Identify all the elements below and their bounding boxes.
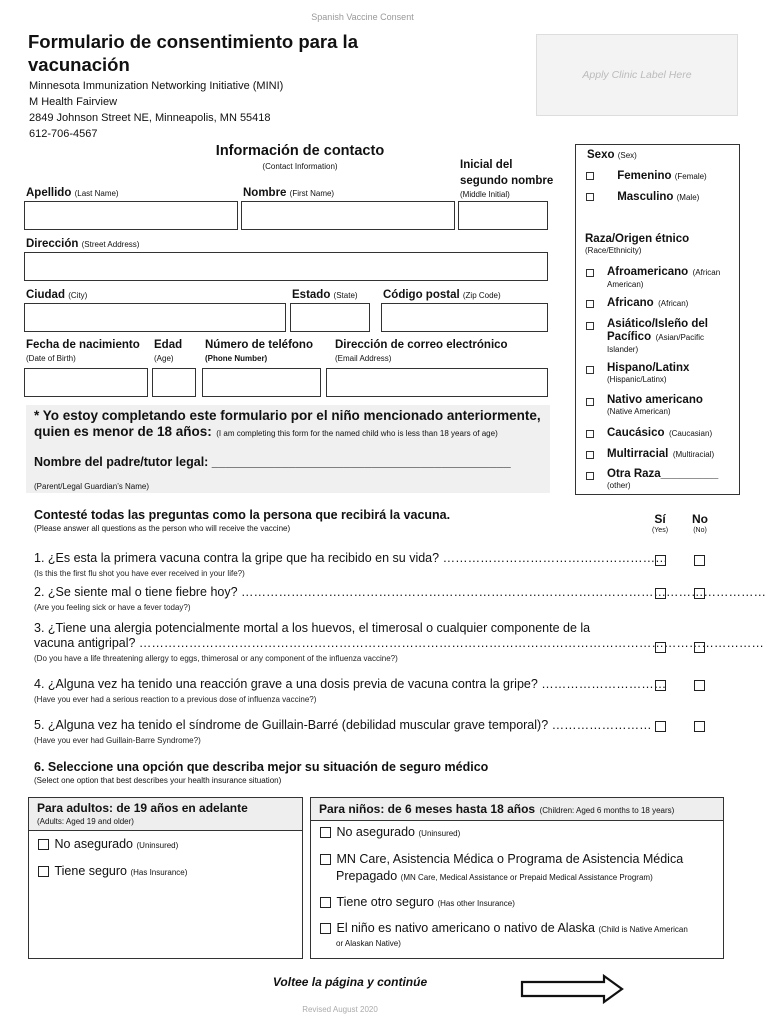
kid-other-insurance-label: Tiene otro seguro xyxy=(336,895,434,909)
question-4-text: 4. ¿Alguna vez ha tenido una reacción grave a una dosis previa de vacuna contra la gripe? ………………………… xyxy=(34,677,667,691)
question-3-yes-checkbox[interactable] xyxy=(655,642,666,653)
adult-insured-label-en: (Has Insurance) xyxy=(130,868,188,877)
kid-uninsured-label: No asegurado xyxy=(336,825,416,839)
right-arrow-icon xyxy=(520,974,624,1009)
race-option-3-label: Asiático/Isleño del xyxy=(607,318,708,330)
first-name-label-es: Nombre xyxy=(243,187,287,199)
revised-date: Revised August 2020 xyxy=(302,1005,378,1014)
no-column-header xyxy=(686,514,714,536)
sex-male-label-en: (Male) xyxy=(676,193,700,202)
kids-insurance-header xyxy=(310,797,724,821)
address-label-es: Dirección xyxy=(26,238,79,250)
kid-other-insurance-checkbox[interactable] xyxy=(320,897,331,908)
questions-heading-en: (Please answer all questions as the person who will receive the vaccine) xyxy=(34,524,291,533)
race-label-en: (Race/Ethnicity) xyxy=(585,246,642,255)
middle-initial-label-2: segundo nombre xyxy=(460,175,554,187)
org-info xyxy=(29,78,283,142)
question-2 xyxy=(34,585,767,615)
race-option-2-label: Africano xyxy=(607,297,654,309)
adult-uninsured-checkbox[interactable] xyxy=(38,839,49,850)
race-option-2-checkbox[interactable] xyxy=(586,300,594,308)
race-option-5-label: Nativo americano xyxy=(607,394,703,406)
race-label-es: Raza/Origen étnico xyxy=(585,233,690,245)
adults-insurance-title: Para adultos: de 19 años en adelante xyxy=(37,801,248,815)
question-4-yes-checkbox[interactable] xyxy=(655,680,666,691)
last-name-label-en: (Last Name) xyxy=(74,189,119,198)
race-option-3-label-en-2: Islander) xyxy=(607,345,639,354)
form-title xyxy=(28,30,528,76)
age-field[interactable] xyxy=(152,368,196,397)
state-label-es: Estado xyxy=(292,289,331,301)
middle-initial-label xyxy=(460,157,553,200)
city-field[interactable] xyxy=(24,303,286,332)
sex-female-label: Femenino xyxy=(617,170,672,182)
city-label-en: (City) xyxy=(68,291,88,300)
question-3-no-checkbox[interactable] xyxy=(694,642,705,653)
city-label xyxy=(26,289,87,301)
org-name: Minnesota Immunization Networking Initiative (MINI) xyxy=(29,80,284,92)
dob-field[interactable] xyxy=(24,368,148,397)
kid-uninsured-label-en: (Uninsured) xyxy=(418,829,461,838)
contact-heading-title: Información de contacto xyxy=(215,143,385,159)
race-option-8-checkbox[interactable] xyxy=(586,472,594,480)
adult-uninsured-label: No asegurado xyxy=(54,837,134,851)
question-2-text-en: (Are you feeling sick or have a fever today?) xyxy=(34,603,191,612)
race-option-2-label-en: (African) xyxy=(658,299,689,308)
dob-label xyxy=(26,338,140,366)
state-field[interactable] xyxy=(290,303,370,332)
race-option-3[interactable] xyxy=(586,318,736,356)
middle-initial-label-en: (Middle Initial) xyxy=(460,190,510,199)
no-header-es: No xyxy=(692,512,708,526)
insurance-heading-en: (Select one option that best describes your health insurance situation) xyxy=(34,776,282,785)
state-label-en: (State) xyxy=(333,291,358,300)
guardian-statement-en: (I am completing this form for the named child who is less than 18 years of age) xyxy=(216,429,498,438)
question-3-text: 3. ¿Tiene una alergia potencialmente mortal a los huevos, el timerosal o cualquier componente de la xyxy=(34,621,591,635)
address-label-en: (Street Address) xyxy=(81,240,140,249)
race-option-6-label-en: (Caucasian) xyxy=(668,429,713,438)
race-option-5[interactable] xyxy=(586,394,736,418)
question-5-text-en: (Have you ever had Guillain-Barre Syndrome?) xyxy=(34,736,201,745)
race-option-5-label-en: (Native American) xyxy=(607,407,671,416)
question-1-text: 1. ¿Es esta la primera vacuna contra la gripe que ha recibido en su vida? ……………………………………………… xyxy=(34,551,668,565)
middle-initial-field[interactable] xyxy=(458,201,548,230)
contact-heading xyxy=(160,143,440,171)
guardian-name-label[interactable]: Nombre del padre/tutor legal: ___________________________________________ xyxy=(34,455,511,469)
kid-option-mncare[interactable] xyxy=(320,851,720,886)
first-name-label xyxy=(243,187,334,199)
race-option-4-checkbox[interactable] xyxy=(586,366,594,374)
form-top-label: Spanish Vaccine Consent xyxy=(311,12,414,22)
email-label-es: Dirección de correo electrónico xyxy=(335,339,508,351)
question-5-text: 5. ¿Alguna vez ha tenido el síndrome de Guillain-Barré (debilidad muscular grave temporal)? …………………… xyxy=(34,718,652,732)
form-title-line1: Formulario de consentimiento para la xyxy=(28,31,358,52)
kid-option-other-insurance[interactable] xyxy=(320,895,515,909)
sex-female-option[interactable] xyxy=(586,170,707,182)
race-option-7-label: Multirracial xyxy=(607,448,669,460)
kid-native-label: El niño es nativo americano o nativo de Alaska xyxy=(336,921,595,935)
age-label-en: (Age) xyxy=(154,354,174,363)
kid-option-uninsured[interactable] xyxy=(320,825,460,839)
race-option-1-checkbox[interactable] xyxy=(586,269,594,277)
question-2-yes-checkbox[interactable] xyxy=(655,588,666,599)
question-4 xyxy=(34,677,667,707)
questions-heading xyxy=(34,508,450,536)
guardian-statement-line2: quien es menor de 18 años: xyxy=(34,424,212,439)
zip-label-es: Código postal xyxy=(383,289,460,301)
contact-heading-en: (Contact Information) xyxy=(262,162,338,171)
insurance-heading-es: 6. Seleccione una opción que describa mejor su situación de seguro médico xyxy=(34,760,489,774)
race-option-1[interactable] xyxy=(586,265,736,291)
question-3-text-2: vacuna antigripal? …………………………………………………………………………………………………………………………………… xyxy=(34,636,764,650)
address-label xyxy=(26,238,139,250)
question-2-no-checkbox[interactable] xyxy=(694,588,705,599)
race-option-3-label-en: (Asian/Pacific xyxy=(655,333,705,342)
guardian-statement-line1: * Yo estoy completando este formulario por el niño mencionado anteriormente, xyxy=(34,408,541,423)
question-3 xyxy=(34,621,764,666)
race-option-7[interactable] xyxy=(586,447,736,461)
race-option-3-checkbox[interactable] xyxy=(586,322,594,330)
adult-option-uninsured[interactable] xyxy=(38,837,178,851)
first-name-label-en: (First Name) xyxy=(289,189,335,198)
sex-label xyxy=(587,149,637,161)
org-phone: 612-706-4567 xyxy=(29,128,98,140)
sex-male-checkbox[interactable] xyxy=(586,193,594,201)
sex-male-option[interactable] xyxy=(586,191,699,203)
phone-label-es: Número de teléfono xyxy=(205,339,313,351)
question-1-text-en: (Is this the first flu shot you have ever received in your life?) xyxy=(34,569,245,578)
phone-label xyxy=(205,338,313,366)
guardian-name-label-en: (Parent/Legal Guardian’s Name) xyxy=(34,482,150,491)
sex-female-label-en: (Female) xyxy=(674,172,707,181)
race-option-6-checkbox[interactable] xyxy=(586,430,594,438)
email-label xyxy=(335,338,508,366)
clinic-label-text: Apply Clinic Label Here xyxy=(582,69,692,81)
race-option-7-label-en: (Multiracial) xyxy=(672,450,715,459)
race-option-7-checkbox[interactable] xyxy=(586,451,594,459)
race-option-4-label: Hispano/Latinx xyxy=(607,362,690,374)
sex-male-label: Masculino xyxy=(617,191,674,203)
kid-other-insurance-label-en: (Has other Insurance) xyxy=(437,899,515,908)
sex-female-checkbox[interactable] xyxy=(586,172,594,180)
adults-insurance-header xyxy=(28,797,303,831)
turn-page-text: Voltee la página y continúe xyxy=(272,975,428,989)
dob-label-en: (Date of Birth) xyxy=(26,354,76,363)
kid-native-label-en-2: or Alaskan Native) xyxy=(336,939,401,948)
race-option-6[interactable] xyxy=(586,426,736,440)
state-label xyxy=(292,289,358,301)
no-header-en: (No) xyxy=(693,527,707,534)
question-2-text: 2. ¿Se siente mal o tiene fiebre hoy? ……………………………………………………………………………………………………………… xyxy=(34,585,767,599)
race-option-4-label-en: (Hispanic/Latinx) xyxy=(607,375,667,384)
org-address: 2849 Johnson Street NE, Minneapolis, MN 55418 xyxy=(29,112,271,124)
race-label xyxy=(585,233,689,257)
question-4-text-en: (Have you ever had a serious reaction to a previous dose of influenza vaccine?) xyxy=(34,695,317,704)
race-option-8-label-en: (other) xyxy=(607,481,631,490)
question-1-no-checkbox[interactable] xyxy=(694,555,705,566)
question-3-text-en: (Do you have a life threatening allergy to eggs, thimerosal or any component of the influenza vaccine?) xyxy=(34,654,398,663)
last-name-label-es: Apellido xyxy=(26,187,72,199)
race-option-1-label-en-2: American) xyxy=(607,280,644,289)
phone-label-en: (Phone Number) xyxy=(205,354,268,363)
sex-label-es: Sexo xyxy=(587,149,615,161)
email-label-en: (Email Address) xyxy=(335,354,392,363)
kid-mncare-label-en: (MN Care, Medical Assistance or Prepaid Medical Assistance Program) xyxy=(400,873,653,882)
race-option-3-label-b: Pacífico xyxy=(607,331,652,343)
zip-label xyxy=(383,289,501,301)
question-4-no-checkbox[interactable] xyxy=(694,680,705,691)
last-name-field[interactable] xyxy=(24,201,238,230)
question-5 xyxy=(34,718,652,748)
question-1 xyxy=(34,551,668,581)
race-option-1-label: Afroamericano xyxy=(607,266,689,278)
race-option-1-label-en: (African xyxy=(692,268,721,277)
guardian-statement xyxy=(34,408,554,442)
zip-label-en: (Zip Code) xyxy=(462,291,501,300)
insurance-heading xyxy=(34,760,488,788)
age-label xyxy=(154,338,182,366)
age-label-es: Edad xyxy=(154,339,183,351)
sex-label-en: (Sex) xyxy=(617,151,637,160)
question-5-yes-checkbox[interactable] xyxy=(655,721,666,732)
phone-field[interactable] xyxy=(202,368,321,397)
last-name-label xyxy=(26,187,119,199)
adult-insured-checkbox[interactable] xyxy=(38,866,49,877)
question-1-yes-checkbox[interactable] xyxy=(655,555,666,566)
adult-insured-label: Tiene seguro xyxy=(54,864,127,878)
adult-uninsured-label-en: (Uninsured) xyxy=(136,841,179,850)
race-option-5-checkbox[interactable] xyxy=(586,398,594,406)
kid-mncare-label: MN Care, Asistencia Médica o Programa de Asistencia Médica xyxy=(336,852,684,866)
race-option-8-label: Otra Raza_________ xyxy=(607,468,719,480)
kid-native-label-en: (Child is Native American xyxy=(598,925,688,934)
question-5-no-checkbox[interactable] xyxy=(694,721,705,732)
kid-option-native[interactable] xyxy=(320,921,720,951)
email-field[interactable] xyxy=(326,368,548,397)
clinic-label-box xyxy=(536,34,738,116)
first-name-field[interactable] xyxy=(241,201,455,230)
org-name-2: M Health Fairview xyxy=(29,96,118,108)
kid-mncare-label-b: Prepagado xyxy=(336,869,398,883)
race-option-2[interactable] xyxy=(586,296,736,310)
adults-insurance-title-en: (Adults: Aged 19 and older) xyxy=(37,817,134,826)
middle-initial-label-1: Inicial del xyxy=(460,159,513,171)
city-label-es: Ciudad xyxy=(26,289,65,301)
race-option-4[interactable] xyxy=(586,362,736,386)
kids-insurance-title-en: (Children: Aged 6 months to 18 years) xyxy=(539,806,675,815)
race-option-6-label: Caucásico xyxy=(607,427,665,439)
kid-uninsured-checkbox[interactable] xyxy=(320,827,331,838)
race-option-8[interactable] xyxy=(586,468,736,492)
form-title-line2: vacunación xyxy=(28,54,130,75)
zip-field[interactable] xyxy=(381,303,548,332)
kid-native-checkbox[interactable] xyxy=(320,923,331,934)
questions-heading-es: Contesté todas las preguntas como la persona que recibirá la vacuna. xyxy=(34,508,451,522)
yes-header-es: Sí xyxy=(654,512,666,526)
address-field[interactable] xyxy=(24,252,548,281)
dob-label-es: Fecha de nacimiento xyxy=(26,339,140,351)
yes-header-en: (Yes) xyxy=(651,527,669,534)
kid-mncare-checkbox[interactable] xyxy=(320,854,331,865)
adult-option-insured[interactable] xyxy=(38,864,187,878)
yes-column-header xyxy=(646,514,674,536)
kids-insurance-title: Para niños: de 6 meses hasta 18 años xyxy=(319,802,536,816)
